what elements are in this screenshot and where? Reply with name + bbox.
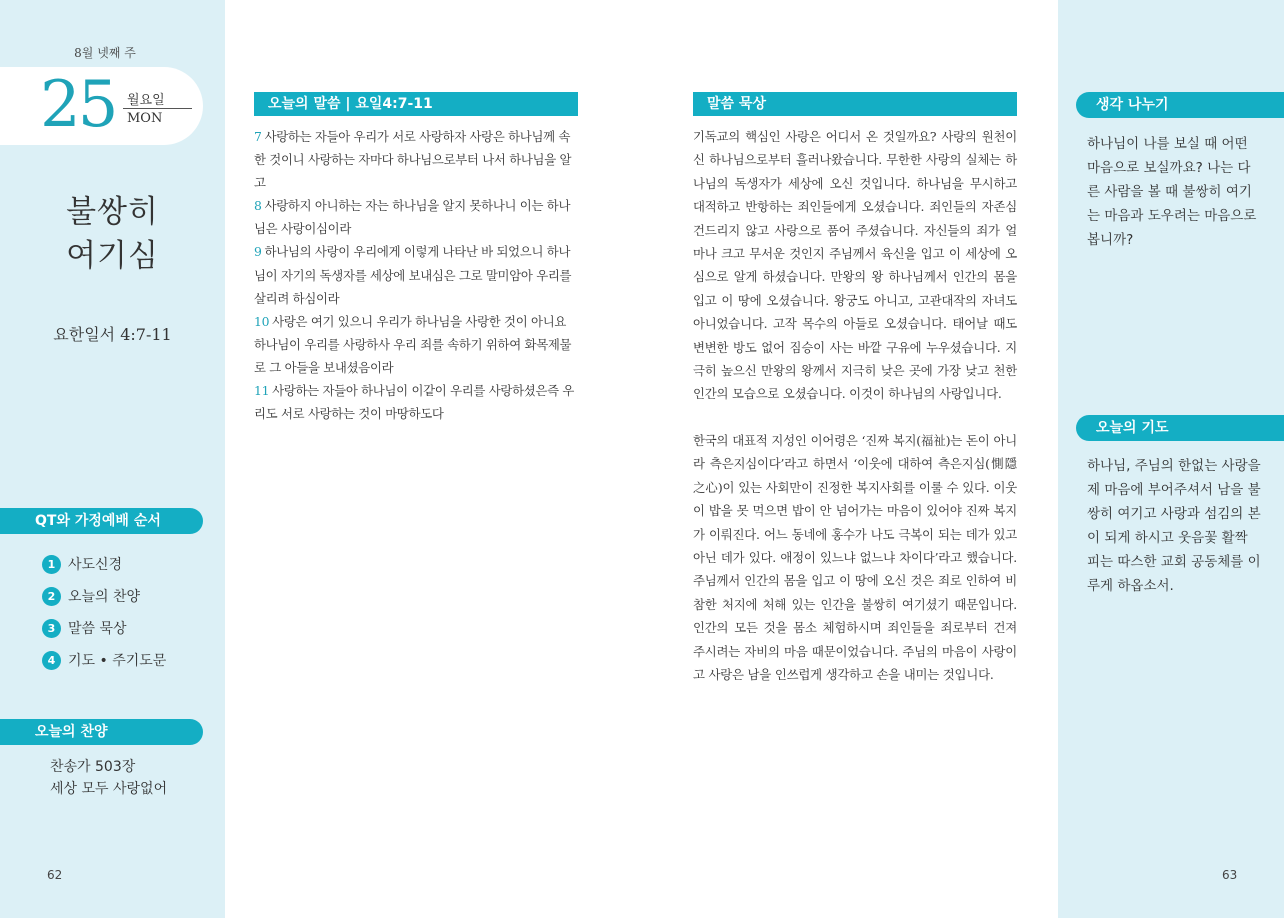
list-item	[42, 553, 166, 585]
scripture-reference: 요한일서 4:7-11	[53, 325, 172, 344]
todays-hymn-heading: 오늘의 찬양	[0, 719, 203, 745]
verse	[254, 194, 578, 240]
meditation-heading: 말씀 묵상	[693, 92, 1017, 116]
hymn-title: 세상 모두 사랑없어	[50, 781, 168, 797]
step-number-badge: 2	[42, 587, 61, 606]
verse-text: 사랑은 여기 있으니 우리가 하나님을 사랑한 것이 아니요 하나님이 우리를 사랑하사 우리 죄를 속하기 위하여 화목제물로 그 아들을 보내셨음이라	[254, 313, 572, 375]
step-label: 말씀 묵상	[68, 621, 127, 637]
weekday-korean: 월요일	[127, 93, 165, 108]
verse-number: 8	[254, 198, 262, 214]
step-number-badge: 1	[42, 555, 61, 574]
title-line-1: 불쌍히	[66, 194, 159, 230]
sharing-heading: 생각 나누기	[1076, 92, 1284, 118]
page-title	[0, 190, 225, 278]
qt-order-heading: QT와 가정예배 순서	[0, 508, 203, 534]
verse-number: 7	[254, 129, 262, 144]
verse-number: 11	[254, 383, 270, 399]
verse	[254, 379, 578, 425]
meditation-body	[693, 125, 1017, 709]
verse-text: 사랑하는 자들아 하나님이 이같이 우리를 사랑하셨은즉 우리도 서로 사랑하는 것이 마땅하도다	[254, 383, 575, 422]
todays-hymn	[50, 756, 167, 800]
verse-number: 10	[254, 313, 270, 329]
meditation-paragraph-2: 한국의 대표적 지성인 이어령은 ‘진짜 복지(福祉)는 돈이 아니라 측은지심이다’라고 하면서 ‘이웃에 대하여 측은지심(惻隱之心)이 있는 사회만이 진정한 복지사회를 이룰 수 있다. 이웃이 밥을 못 먹으면 밥이 안 넘어가는 마음이 있어야 진짜 복지가 이뤄진다. 어느 동네에 홍수가 나도 극복이 되는 데가 있고 아닌 데가 있다. 애정이 있느냐 없느냐 차이다’라고 했습니다. 주님께서 인간의 몸을 입고 이 땅에 오신 것은 죄로 인하여 비참한 처지에 처해 있는 인간을 불쌍히 여기셨기 때문입니다. 인간의 모든 것을 몸소 체험하시며 죄인들을 죄로부터 건져 주시려는 자비의 마음 때문이었습니다. 주님의 마음이 사랑이고 사랑은 남을 인쓰럽게 생각하고 손을 내미는 것입니다.	[693, 432, 1017, 682]
list-item	[42, 617, 166, 649]
verse	[254, 125, 578, 194]
verse	[254, 310, 578, 379]
page-number-left: 62	[47, 868, 63, 882]
qt-order-list	[42, 553, 166, 681]
step-label: 오늘의 찬양	[68, 589, 141, 605]
step-number-badge: 4	[42, 651, 61, 670]
prayer-text: 하나님, 주님의 한없는 사랑을 제 마음에 부어주셔서 남을 불쌍히 여기고 사랑과 섬김의 본이 되게 하시고 웃음꽃 활짝 피는 따스한 교회 공동체를 이루게 하옵소서.	[1087, 458, 1261, 594]
verse-text: 하나님의 사랑이 우리에게 이렇게 나타난 바 되었으니 하나님이 자기의 독생자를 세상에 보내심은 그로 말미암아 우리를 살리려 하심이라	[254, 244, 572, 306]
step-label: 기도 • 주기도문	[68, 653, 167, 669]
step-number-badge: 3	[42, 619, 61, 638]
day-number: 25	[40, 68, 116, 142]
scripture-verses	[254, 125, 578, 425]
verse-text: 사랑하지 아니하는 자는 하나님을 알지 못하나니 이는 하나님은 사랑이심이라	[254, 198, 571, 237]
verse	[254, 240, 578, 309]
verse-number: 9	[254, 244, 262, 260]
sharing-text: 하나님이 나를 보실 때 어떤 마음으로 보실까요? 나는 다른 사람을 볼 때 불쌍히 여기는 마음과 도우려는 마음으로 봅니까?	[1087, 136, 1257, 248]
date-divider	[123, 108, 192, 109]
title-line-2: 여기심	[66, 238, 159, 274]
step-label: 사도신경	[68, 557, 123, 573]
meditation-paragraph-1: 기독교의 핵심인 사랑은 어디서 온 것일까요? 사랑의 원천이신 하나님으로부터 흘러나왔습니다. 무한한 사랑의 실체는 하나님의 독생자가 세상에 오신 것입니다. 하나님을 무시하고 대적하고 반항하는 죄인들에게 오셨습니다. 죄인들의 자존심 건드리지 않고 사랑으로 품어 주셨습니다. 자신들의 죄가 얼마나 크고 무서운 것인지 주님께서 육신을 입고 이 세상에 오심으로 알게 하셨습니다. 만왕의 왕 하나님께서 인간의 몸을 입고 이 땅에 오셨습니다. 왕궁도 아니고, 고관대작의 자녀도 아니었습니다. 고작 목수의 아들로 오셨습니다. 태어날 때도 변변한 방도 없어 짐승이 사는 바깥 구유에 누우셨습니다. 지극히 높으신 만왕의 왕께서 지극히 낮은 곳에 가장 낮고 천한 인간의 모습으로 오셨습니다. 이것이 하나님의 사랑입니다.	[693, 129, 1017, 402]
todays-word-heading: 오늘의 말씀 | 요일4:7-11	[254, 92, 578, 116]
hymn-number: 찬송가 503장	[50, 759, 136, 775]
list-item	[42, 585, 166, 617]
list-item	[42, 649, 166, 681]
prayer-heading: 오늘의 기도	[1076, 415, 1284, 441]
verse-text: 사랑하는 자들아 우리가 서로 사랑하자 사랑은 하나님께 속한 것이니 사랑하는 자마다 하나님으로부터 나서 하나님을 알고	[254, 129, 572, 191]
week-label: 8월 넷째 주	[74, 46, 136, 60]
page-number-right: 63	[1222, 868, 1238, 882]
weekday-english: MON	[127, 111, 163, 126]
